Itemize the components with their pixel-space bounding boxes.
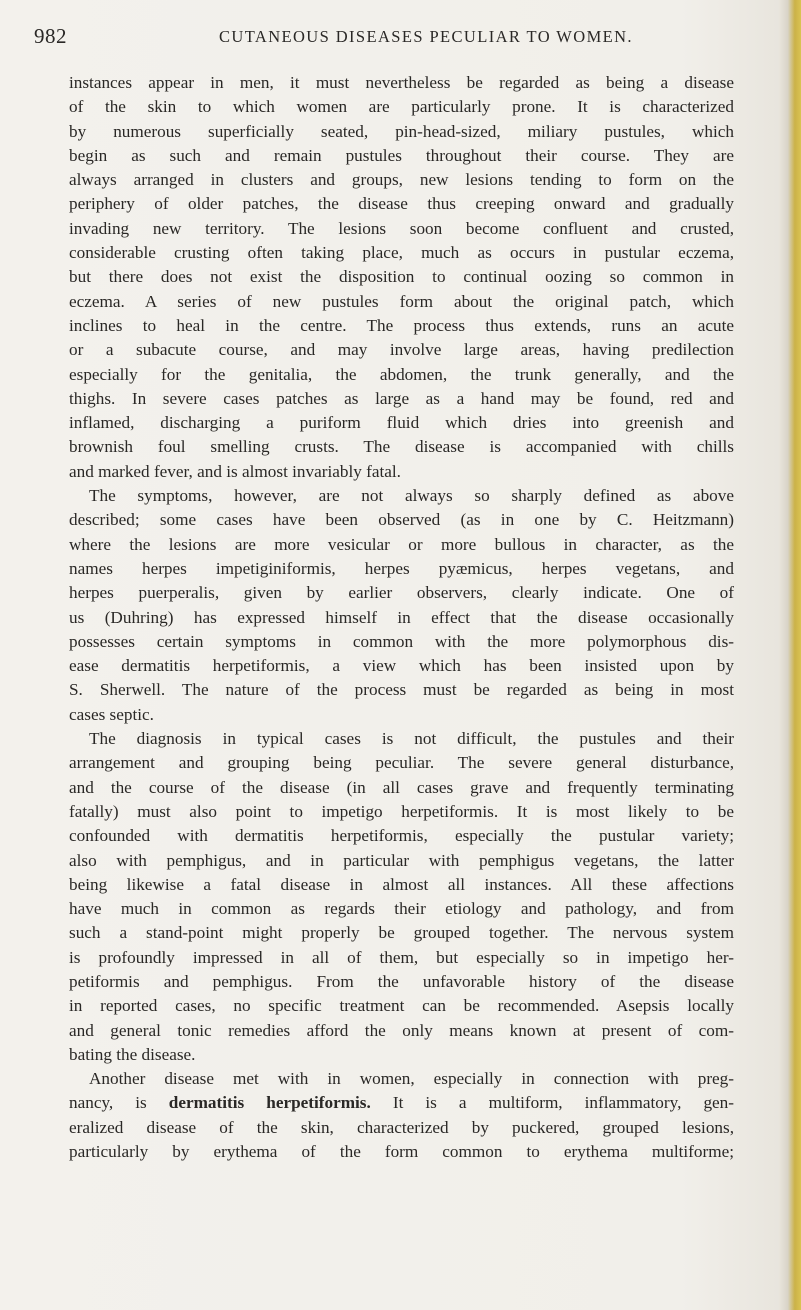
text-fragment: It is a multiform, inflammatory, gen- — [370, 1093, 734, 1113]
text-line: herpes puerperalis, given by earlier observers, clearly indicate. One of — [69, 583, 734, 603]
text-line: S. Sherwell. The nature of the process must be regarded as being in most — [69, 680, 734, 700]
text-line: considerable crusting often taking place, much as occurs in pustular eczema, — [69, 243, 734, 263]
text-line: periphery of older patches, the disease thus creeping onward and gradually — [69, 194, 734, 214]
text-line: us (Duhring) has expressed himself in effect that the disease occasionally — [69, 607, 734, 627]
text-line: Another disease met with in women, especially in connection with preg- — [89, 1069, 734, 1089]
page-number: 982 — [34, 24, 67, 48]
text-line: eczema. A series of new pustules form about the original patch, which — [69, 291, 734, 311]
text-line: confounded with dermatitis herpetiformis, especially the pustular variety; — [69, 826, 734, 846]
running-title: CUTANEOUS DISEASES PECULIAR TO WOMEN. — [219, 27, 633, 46]
text-line: have much in common as regards their etiology and pathology, and from — [69, 899, 734, 919]
text-line: always arranged in clusters and groups, new lesions tending to form on the — [69, 170, 734, 190]
disease-term: dermatitis herpetiformis. — [168, 1093, 371, 1113]
text-line: such a stand-point might properly be grouped together. The nervous system — [69, 923, 734, 943]
text-line: The diagnosis in typical cases is not difficult, the pustules and their — [89, 729, 734, 749]
text-line: fatally) must also point to impetigo herpetiformis. It is most likely to be — [69, 801, 734, 821]
page-edge — [779, 0, 801, 1310]
text-line: brownish foul smelling crusts. The disease is accompanied with chills — [69, 437, 734, 457]
text-line: bating the disease. — [69, 1044, 196, 1064]
text-line: The symptoms, however, are not always so sharply defined as above — [89, 486, 734, 506]
text-line: names herpes impetiginiformis, herpes pyæmicus, herpes vegetans, and — [69, 558, 734, 578]
text-line: being likewise a fatal disease in almost all instances. All these affections — [69, 874, 734, 894]
text-line: arrangement and grouping being peculiar. The severe general disturbance, — [69, 753, 734, 773]
text-line: but there does not exist the disposition to continual oozing so common in — [69, 267, 734, 287]
text-line: ease dermatitis herpetiformis, a view which has been insisted upon by — [69, 656, 734, 676]
text-line: and marked fever, and is almost invariably fatal. — [69, 461, 401, 481]
text-line: inclines to heal in the centre. The process thus extends, runs an acute — [69, 315, 734, 335]
text-line: of the skin to which women are particularly prone. It is characterized — [69, 97, 734, 117]
text-line: or a subacute course, and may involve large areas, having predilection — [69, 340, 734, 360]
body-text — [69, 71, 734, 1164]
text-line: and the course of the disease (in all cases grave and frequently terminating — [69, 777, 734, 797]
text-line: begin as such and remain pustules throughout their course. They are — [69, 145, 734, 165]
text-line: instances appear in men, it must nevertheless be regarded as being a disease — [69, 73, 734, 92]
text-line: inflamed, discharging a puriform fluid which dries into greenish and — [69, 413, 734, 433]
text-line: invading new territory. The lesions soon become confluent and crusted, — [69, 218, 734, 238]
text-line: cases septic. — [69, 704, 154, 724]
text-line: also with pemphigus, and in particular with pemphigus vegetans, the latter — [69, 850, 734, 870]
text-line: possesses certain symptoms in common with the more polymorphous dis- — [69, 631, 734, 651]
text-line: particularly by erythema of the form common to erythema multiforme; — [69, 1142, 734, 1162]
text-line: in reported cases, no specific treatment can be recommended. Asepsis locally — [69, 996, 734, 1016]
text-line: eralized disease of the skin, characterized by puckered, grouped lesions, — [69, 1117, 734, 1137]
text-line: where the lesions are more vesicular or more bullous in character, as the — [69, 534, 734, 554]
text-line: is profoundly impressed in all of them, but especially so in impetigo her- — [69, 947, 734, 967]
text-line: and general tonic remedies afford the only means known at present of com- — [69, 1020, 734, 1040]
text-line: described; some cases have been observed (as in one by C. Heitzmann) — [69, 510, 734, 530]
text-line: petiformis and pemphigus. From the unfavorable history of the disease — [69, 971, 734, 991]
text-line: thighs. In severe cases patches as large as a hand may be found, red and — [69, 388, 734, 408]
text-line: by numerous superficially seated, pin-head-sized, miliary pustules, which — [69, 121, 734, 141]
text-line — [69, 1091, 734, 1115]
page-header — [34, 24, 754, 52]
text-line: especially for the genitalia, the abdomen, the trunk generally, and the — [69, 364, 734, 384]
text-fragment: nancy, is — [69, 1093, 169, 1113]
